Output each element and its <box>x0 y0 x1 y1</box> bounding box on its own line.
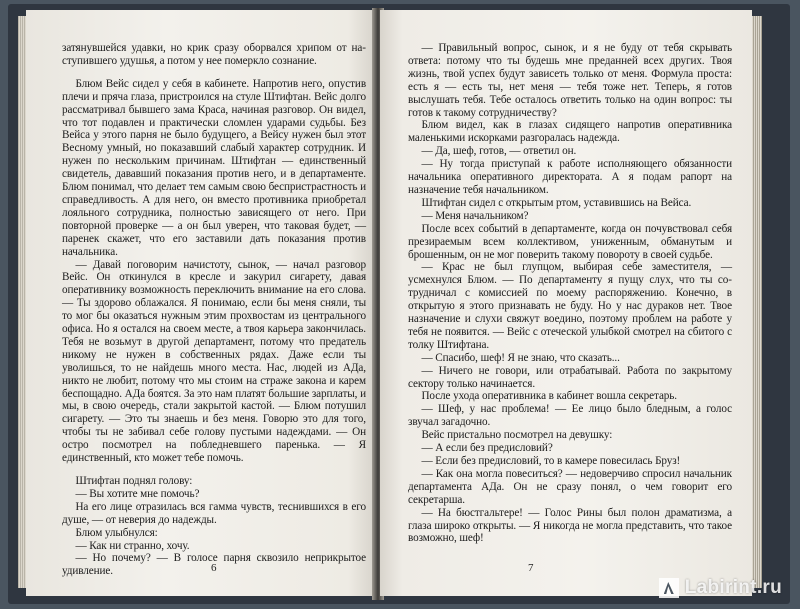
paragraph: — Как ни странно, хочу. <box>75 539 190 552</box>
right-page-text <box>408 42 732 545</box>
left-page <box>26 10 376 596</box>
paragraph: — Крас не был глупцом, выбирая себе заместителя, — усмехнулся Блюм. — По департаменту я пущу слух, что ты сотрудничал с комиссией по моему распоряжению. Конечно, в открытую я этого признавать не буду. Но у нас дураков нет. Твое назначение и слухи свяжут воедино, поэтому проблем на работе у тебя не появится. — Вейс с отеческой улыбкой смотрел на сбитого с толку Штифтана. <box>408 261 732 351</box>
paragraph: — Ну тогда приступай к работе исполняющего обязанности начальника оперативного директората. А я подам рапорт на назначение тебя начальником. <box>408 158 732 196</box>
paragraph: — Как она могла повеситься? — недоверчиво спросил начальник департамента АДа. Он не сразу понял, о чем говорит его секретарша. <box>408 467 732 506</box>
paragraph: Вейс пристально посмотрел на девушку: <box>421 429 613 442</box>
right-page <box>380 10 752 596</box>
paragraph: — Правильный вопрос, сынок, и я не буду от тебя скрывать ответа: потому что ты будешь мне преданней всех других. Твоя жизнь, твой успех будут зависеть только от меня. Формула проста: есть я — есть ты, нет меня — тебя тоже нет. Теперь, я готов выслушать тебя. Тебе осталось ответить только на один вопрос: ты готов к такому сотрудничеству? <box>408 42 732 119</box>
labirint-logo-icon <box>659 578 679 598</box>
paragraph: — Меня начальником? <box>421 209 529 222</box>
page-number: 6 <box>211 562 217 574</box>
paragraph: — А если без предисловий? <box>421 442 553 455</box>
watermark <box>659 577 782 599</box>
paragraph: — Вы хотите мне помочь? <box>75 487 200 500</box>
paragraph: Блюм Вейс сидел у себя в кабинете. Напротив него, опустив плечи и пряча глаза, пристроился на стуле Штифтан. Вейс долго рассматривал бывшего зама Краса, начиная разговор. Он видел, что тот подавлен и практически сломлен ударами судьбы. Без Вейса у этого парня не было будущего, а Вейсу нужен был этот Весному умный, но показавший слабый характер сотрудник. И нужен по нескольким причинам. Штифтан — единственный свидетель, дававший показания против него, и в департаменте. Блюм понимал, что делает тем самым свою беспристрастность и справедливость. А для него, он вместо противника приобретал лояльного сотрудника, полностью зависящего от него. При повторной проверке — а он был уверен, что таковая будет, — паренек скажет, что его заставили дать показания против начальника. <box>62 77 366 258</box>
paragraph: Блюм улыбнулся: <box>75 526 158 539</box>
paragraph: — Шеф, у нас проблема! — Ее лицо было бледным, а голос звучал загадочно. <box>408 403 732 429</box>
paragraph: — Спасибо, шеф! Я не знаю, что сказать... <box>421 351 620 364</box>
paragraph: — Ничего не говори, или отрабатывай. Работа по закрытому сектору только начинается. <box>408 364 732 390</box>
paragraph: На его лице отразилась вся гамма чувств, теснившихся в его душе, — от неверия до надежды. <box>62 500 366 526</box>
paragraph: Штифтан поднял голову: <box>75 475 193 487</box>
paragraph: — Да, шеф, готов, — ответил он. <box>421 145 577 158</box>
paragraph: затянувшейся удавки, но крик сразу оборвался хрипом от наступившего удушья, а потом у нее померкло сознание. <box>62 42 366 67</box>
paragraph: После ухода оперативника в кабинет вошла секретарь. <box>421 390 677 403</box>
watermark-text: Labirint.ru <box>684 577 782 598</box>
page-edges-left <box>18 16 26 588</box>
paragraph: — Давай поговорим начистоту, сынок, — начал разговор Вейс. Он откинулся в кресле и закурил сигарету, давая оперативнику возможность переключить внимание на его слова. — Ты здорово облажался. Я понимаю, если бы меня сняли, ты то мог бы оказаться нужным этим прохвостам из центрального офиса. Но я остался на своем месте, а твоя карьера закончилась. Тебя не возьмут в другой департамент, потому что предатель никому не нужен в собственных рядах. Даже если ты уволишься, то не найдешь много места. Нас, людей из АДа, никто не любит, потому что мы стоим на страже закона и карем беспощадно. АДа боятся. За это нам платят большие зарплаты, и мы, в свою очередь, стали закрытой кастой. — Блюм потушил сигарету. — Это ты знаешь и без меня. Говорю это для того, чтобы ты не забивал себе голову пустыми надеждами. — Он остро посмотрел на побледневшего паренька. — Я единственный, кто может тебе помочь. <box>62 258 366 465</box>
paragraph: После всех событий в департаменте, когда он почувствовал себя презираемым всем коллективом, униженным, обманутым и брошенным, он не мог поверить такому повороту в своей судьбе. <box>408 222 732 261</box>
paragraph: — Но почему? — В голосе парня сквозило неприкрытое удивление. <box>62 552 366 578</box>
page-edges-right <box>752 16 762 588</box>
paragraph: — На бюстгальтере! — Голос Рины был полон драматизма, а глаза широко открыты. — Я никогда не могла представить, что такое возможно, шеф! <box>408 506 732 545</box>
paragraph: — Если без предисловий, то в камере повесилась Бруз! <box>421 455 681 467</box>
paragraph: Штифтан сидел с открытым ртом, уставившись на Вейса. <box>421 196 692 209</box>
page-number: 7 <box>528 562 534 574</box>
left-page-text <box>62 42 366 578</box>
paragraph: Блюм видел, как в глазах сидящего напротив оперативника маленькими искорками разгоралась надежда. <box>408 119 732 145</box>
